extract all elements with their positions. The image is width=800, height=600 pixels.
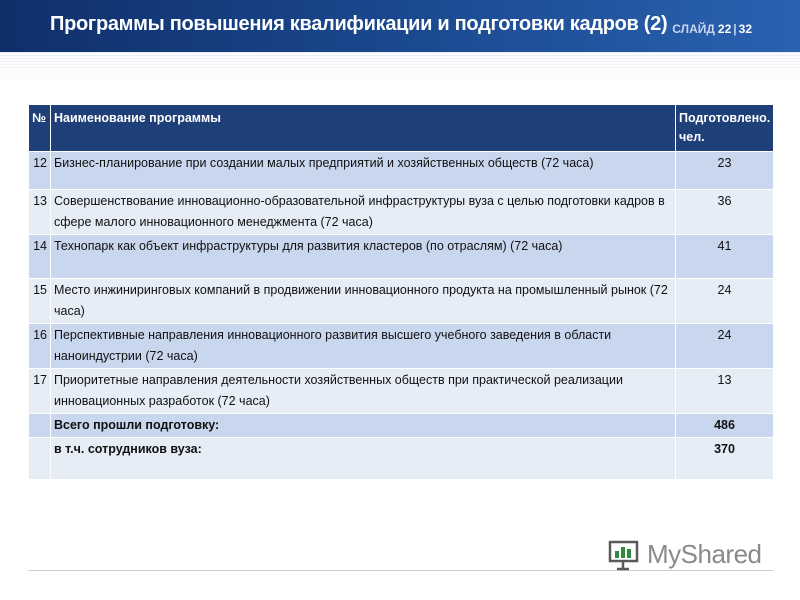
column-header-name: Наименование программы <box>51 105 676 152</box>
row-number: 14 <box>29 235 51 279</box>
slide-number <box>672 22 752 36</box>
row-number: 12 <box>29 152 51 190</box>
trained-count: 24 <box>676 279 774 324</box>
total-label: Всего прошли подготовку: <box>51 414 676 438</box>
row-number: 16 <box>29 324 51 369</box>
row-number: 17 <box>29 369 51 414</box>
table-row <box>29 369 774 414</box>
program-name: Перспективные направления инновационного развития высшего учебного заведения в области наноиндустрии (72 часа) <box>51 324 676 369</box>
logo-text: MyShared <box>647 539 762 569</box>
trained-count: 41 <box>676 235 774 279</box>
staff-count: 370 <box>676 438 774 480</box>
slide-separator: | <box>733 22 737 36</box>
program-name: Технопарк как объект инфраструктуры для развития кластеров (по отраслям) (72 часа) <box>51 235 676 279</box>
program-name: Приоритетные направления деятельности хозяйственных обществ при практической реализации инновационных разработок (72 часа) <box>51 369 676 414</box>
table-row <box>29 324 774 369</box>
table-row <box>29 152 774 190</box>
program-name: Место инжиниринговых компаний в продвижении инновационного продукта на промышленный рынок (72 часа) <box>51 279 676 324</box>
row-number: 13 <box>29 190 51 235</box>
row-number: 15 <box>29 279 51 324</box>
table-row <box>29 279 774 324</box>
slide-total: 32 <box>738 22 752 36</box>
program-name: Бизнес-планирование при создании малых предприятий и хозяйственных обществ (72 часа) <box>51 152 676 190</box>
total-number-cell <box>29 414 51 438</box>
myshared-logo <box>607 537 767 573</box>
table-row <box>29 190 774 235</box>
trained-count: 13 <box>676 369 774 414</box>
presentation-board-icon <box>607 537 641 571</box>
column-header-count: Подготовлено. чел. <box>676 105 774 152</box>
trained-count: 23 <box>676 152 774 190</box>
slide-current: 22 <box>717 22 732 36</box>
staff-number-cell <box>29 438 51 480</box>
slide-header <box>0 0 800 52</box>
decorative-stripe-fade <box>0 52 800 80</box>
table-header-row <box>29 105 774 152</box>
total-row <box>29 414 774 438</box>
programs-table <box>28 104 774 480</box>
slide-title: Программы повышения квалификации и подготовки кадров (2) <box>50 13 668 35</box>
trained-count: 36 <box>676 190 774 235</box>
staff-label: в т.ч. сотрудников вуза: <box>51 438 676 480</box>
slide-label: СЛАЙД <box>672 22 715 36</box>
staff-row <box>29 438 774 480</box>
program-name: Совершенствование инновационно-образовательной инфраструктуры вуза с целью подготовки кадров в сфере малого инновационного менеджмента (72 часа) <box>51 190 676 235</box>
table-row <box>29 235 774 279</box>
total-count: 486 <box>676 414 774 438</box>
trained-count: 24 <box>676 324 774 369</box>
column-header-number: № <box>29 105 51 152</box>
